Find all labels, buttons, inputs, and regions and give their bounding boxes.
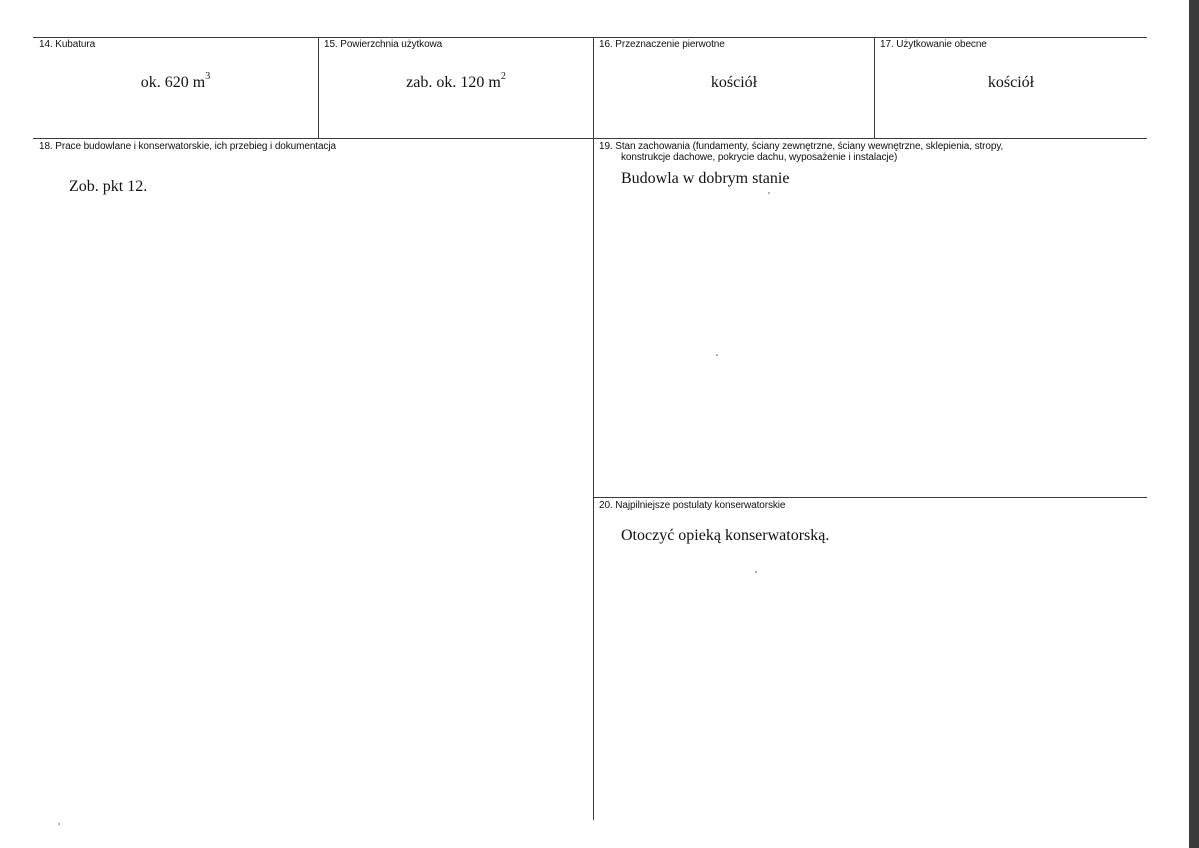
field-17-label: 17. Użytkowanie obecne bbox=[880, 39, 987, 50]
field-20-label: 20. Najpilniejsze postulaty konserwatorskie bbox=[599, 500, 786, 511]
field-20-value: Otoczyć opieką konserwatorską. bbox=[621, 527, 830, 544]
scan-speck bbox=[768, 192, 770, 194]
field-15-unit-exponent: 2 bbox=[500, 71, 506, 82]
field-18-label: 18. Prace budowlane i konserwatorskie, ich przebieg i dokumentacja bbox=[39, 141, 336, 152]
field-19-label bbox=[599, 141, 1139, 163]
field-14-label: 14. Kubatura bbox=[39, 39, 96, 50]
field-19-value: Budowla w dobrym stanie bbox=[621, 170, 790, 187]
field-15-value bbox=[319, 71, 593, 92]
scan-edge-shadow bbox=[1189, 0, 1199, 848]
field-19-label-line-1: 19. Stan zachowania (fundamenty, ściany zewnętrzne, ściany wewnętrzne, sklepienia, stropy, bbox=[599, 141, 1004, 152]
field-16-label: 16. Przeznaczenie pierwotne bbox=[599, 39, 725, 50]
rule-top bbox=[33, 37, 1147, 38]
scan-speck bbox=[755, 571, 757, 573]
rule-row-divider bbox=[33, 138, 1147, 139]
field-15-label: 15. Powierzchnia użytkowa bbox=[324, 39, 443, 50]
field-14-unit-exponent: 3 bbox=[205, 71, 211, 82]
field-14-value-text: ok. 620 m bbox=[140, 74, 206, 91]
rule-section-20-top bbox=[594, 497, 1147, 498]
field-17-value: kościół bbox=[987, 74, 1035, 91]
field-19-label-line-2: konstrukcje dachowe, pokrycie dachu, wyposażenie i instalacje) bbox=[621, 152, 898, 163]
rule-col-2 bbox=[593, 37, 594, 820]
field-16-value: kościół bbox=[710, 74, 758, 91]
scan-speck bbox=[716, 354, 718, 356]
scan-speck bbox=[58, 823, 60, 825]
field-14-value bbox=[33, 71, 318, 92]
field-18-value: Zob. pkt 12. bbox=[69, 178, 148, 195]
field-15-value-text: zab. ok. 120 m bbox=[406, 74, 501, 91]
